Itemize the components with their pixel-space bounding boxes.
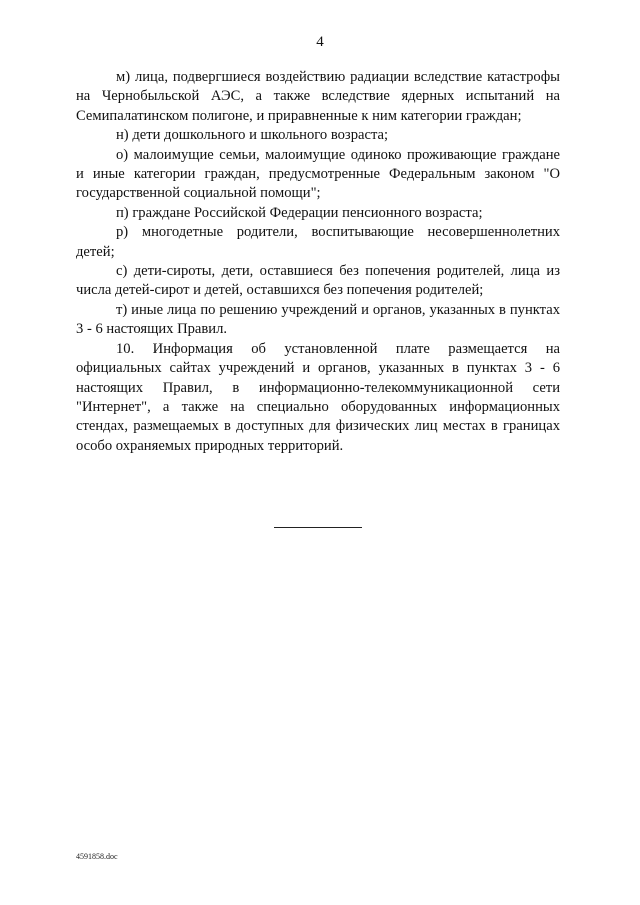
paragraph-n: н) дети дошкольного и школьного возраста; — [116, 127, 389, 144]
document-body — [76, 68, 560, 456]
paragraph-t: т) иные лица по решению учреждений и органов, указанных в пунктах 3 - 6 настоящих Правил. — [76, 301, 560, 338]
paragraph-m: м) лица, подвергшиеся воздействию радиации вследствие катастрофы на Чернобыльской АЭС, а также вследствие ядерных испытаний на Семипалатинском полигоне, и приравненные к ним категории граждан; — [76, 69, 560, 124]
paragraph-r: р) многодетные родители, воспитывающие несовершеннолетних детей; — [76, 224, 560, 260]
footer-filename: 4591858.doc — [76, 852, 118, 861]
paragraph-s: с) дети-сироты, дети, оставшиеся без попечения родителей, лица из числа детей-сирот и детей, оставшихся без попечения родителей; — [76, 263, 560, 299]
paragraph-p: п) граждане Российской Федерации пенсионного возраста; — [116, 204, 483, 221]
end-divider-line — [274, 527, 362, 528]
paragraph-10: 10. Информация об установленной плате размещается на официальных сайтах учреждений и органов, указанных в пунктах 3 - 6 настоящих Правил, в информационно-телекоммуникационной сети "Интернет", а также на специально оборудованных информационных стендах, размещаемых в доступных для физических лиц местах в границах особо охраняемых природных территорий. — [76, 340, 560, 454]
paragraph-o: о) малоимущие семьи, малоимущие одиноко проживающие граждане и иные категории граждан, предусмотренные Федеральным законом "О государственной социальной помощи"; — [76, 146, 560, 202]
page-number: 4 — [316, 34, 324, 50]
